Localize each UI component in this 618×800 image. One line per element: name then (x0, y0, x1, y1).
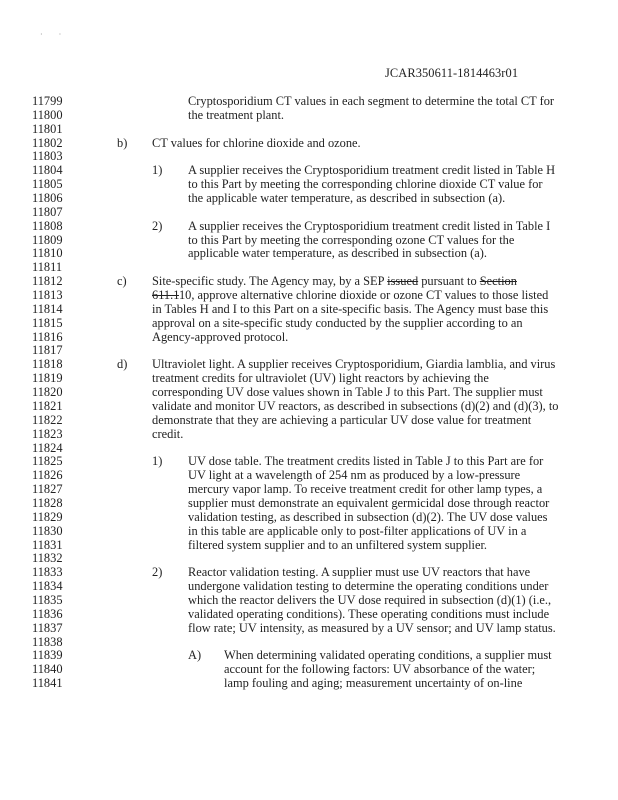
line-number: 11840 (32, 662, 63, 677)
line-text: Cryptosporidium CT values in each segment to determine the total CT for (188, 94, 555, 108)
line-text: account for the following factors: UV absorbance of the water; (224, 662, 536, 677)
line-text: which the reactor delivers the UV dose required in subsection (d)(1) (i.e., (188, 592, 552, 607)
line-number: 11826 (32, 468, 63, 483)
line-text: undergone validation testing to determine the operating conditions under (188, 579, 549, 594)
line-number: 11823 (32, 426, 63, 441)
line-text (152, 288, 548, 302)
line-text: approval on a site-specific study conducted by the supplier according to an (152, 315, 523, 330)
line-text: to this Part by meeting the corresponding ozone CT values for the (188, 232, 515, 247)
line-number: 11836 (32, 606, 63, 621)
line-number: 11835 (32, 592, 63, 607)
line-number: 11818 (32, 357, 63, 372)
line-number: 11837 (32, 620, 63, 635)
line-number: 11808 (32, 218, 63, 233)
line-number: 11822 (32, 412, 63, 427)
deleted-text: Section (479, 274, 517, 289)
line-text: validation testing, as described in subsection (d)(2). The UV dose values (188, 509, 548, 524)
line-text: Ultraviolet light. A supplier receives Cryptosporidium, Giardia lamblia, and virus (152, 357, 556, 372)
line-text: Reactor validation testing. A supplier must use UV reactors that have (188, 565, 531, 580)
line-number: 11809 (32, 232, 63, 247)
line-text: mercury vapor lamp. To receive treatment credit for other lamp types, a (188, 482, 543, 497)
line-text: CT values for chlorine dioxide and ozone. (152, 135, 361, 150)
text-segment: pursuant to (418, 274, 480, 289)
line-text: in this table are applicable only to post-filter applications of UV in a (188, 523, 527, 538)
line-number: 11831 (32, 537, 63, 552)
line-number: 11815 (32, 315, 63, 330)
line-text: in Tables H and I to this Part on a site-specific basis. The Agency must base this (152, 301, 549, 316)
line-number: 11800 (32, 107, 63, 122)
line-number: 11839 (32, 648, 63, 663)
line-text: When determining validated operating conditions, a supplier must (224, 648, 552, 663)
line-number: 11825 (32, 454, 63, 469)
line-text: UV dose table. The treatment credits listed in Table J to this Part are for (188, 454, 544, 469)
line-number: 11804 (32, 163, 63, 178)
line-number: 11812 (32, 274, 63, 289)
document-id-header: JCAR350611-1814463r01 (385, 66, 519, 80)
line-number: 11817 (32, 343, 63, 358)
line-text: the applicable water temperature, as described in subsection (a). (188, 191, 506, 206)
scan-artifact: · · (40, 30, 62, 39)
line-text: Agency-approved protocol. (152, 329, 289, 344)
line-number: 11811 (32, 260, 63, 275)
line-text: credit. (152, 426, 184, 441)
text-segment: 10, approve alternative chlorine dioxide or ozone CT values to those listed (178, 288, 549, 303)
line-number: 11833 (32, 565, 63, 580)
subsection-marker: 2) (152, 565, 163, 580)
line-text: demonstrate that they are achieving a particular UV dose value for treatment (152, 412, 532, 427)
line-number: 11813 (32, 288, 63, 303)
line-number: 11802 (32, 135, 63, 150)
line-number: 11801 (32, 121, 63, 136)
line-number: 11810 (32, 246, 63, 261)
line-text: corresponding UV dose values shown in Table J to this Part. The supplier must (152, 385, 543, 400)
line-text: filtered system supplier and to an unfiltered system supplier. (188, 537, 488, 552)
deleted-text: 611.1 (152, 288, 179, 303)
deleted-text: issued (387, 274, 419, 289)
line-number: 11814 (32, 301, 63, 316)
subsection-marker: 1) (152, 454, 163, 469)
line-number: 11830 (32, 523, 63, 538)
subsection-marker: b) (117, 135, 128, 150)
line-text: A supplier receives the Cryptosporidium treatment credit listed in Table H (188, 163, 556, 178)
line-number: 11819 (32, 371, 63, 386)
line-text: UV light at a wavelength of 254 nm as produced by a low-pressure (188, 468, 521, 483)
line-number: 11820 (32, 385, 63, 400)
line-text: supplier must demonstrate an equivalent germicidal dose through reactor (188, 495, 550, 510)
line-text: lamp fouling and aging; measurement uncertainty of on-line (224, 676, 523, 691)
text-segment: Site-specific study. The Agency may, by a SEP (152, 274, 388, 289)
line-number: 11832 (32, 551, 63, 566)
line-number: 11827 (32, 482, 63, 497)
line-text: validated operating conditions). These operating conditions must include (188, 606, 550, 621)
subsection-marker: c) (117, 274, 127, 289)
subsection-marker: d) (117, 357, 128, 372)
line-number: 11828 (32, 495, 63, 510)
subsection-marker: A) (188, 648, 202, 663)
line-number: 11841 (32, 676, 63, 691)
line-number: 11821 (32, 398, 63, 413)
line-number: 11824 (32, 440, 63, 455)
line-text: validate and monitor UV reactors, as described in subsections (d)(2) and (d)(3), to (152, 398, 559, 413)
line-text: the treatment plant. (188, 107, 284, 122)
line-number: 11829 (32, 509, 63, 524)
line-text: flow rate; UV intensity, as measured by a UV sensor; and UV lamp status. (188, 620, 556, 635)
line-text (152, 274, 517, 288)
line-number: 11806 (32, 191, 63, 206)
line-number: 11834 (32, 579, 63, 594)
line-text: applicable water temperature, as described in subsection (a). (188, 246, 487, 261)
line-number: 11799 (32, 94, 63, 108)
subsection-marker: 2) (152, 218, 163, 233)
line-text: A supplier receives the Cryptosporidium treatment credit listed in Table I (188, 218, 551, 233)
line-number: 11803 (32, 149, 63, 164)
subsection-marker: 1) (152, 163, 163, 178)
line-number: 11805 (32, 177, 63, 192)
line-number: 11816 (32, 329, 63, 344)
line-number: 11807 (32, 204, 63, 219)
line-number: 11838 (32, 634, 63, 649)
line-text: to this Part by meeting the corresponding chlorine dioxide CT value for (188, 177, 543, 192)
line-text: treatment credits for ultraviolet (UV) light reactors by achieving the (152, 371, 489, 386)
